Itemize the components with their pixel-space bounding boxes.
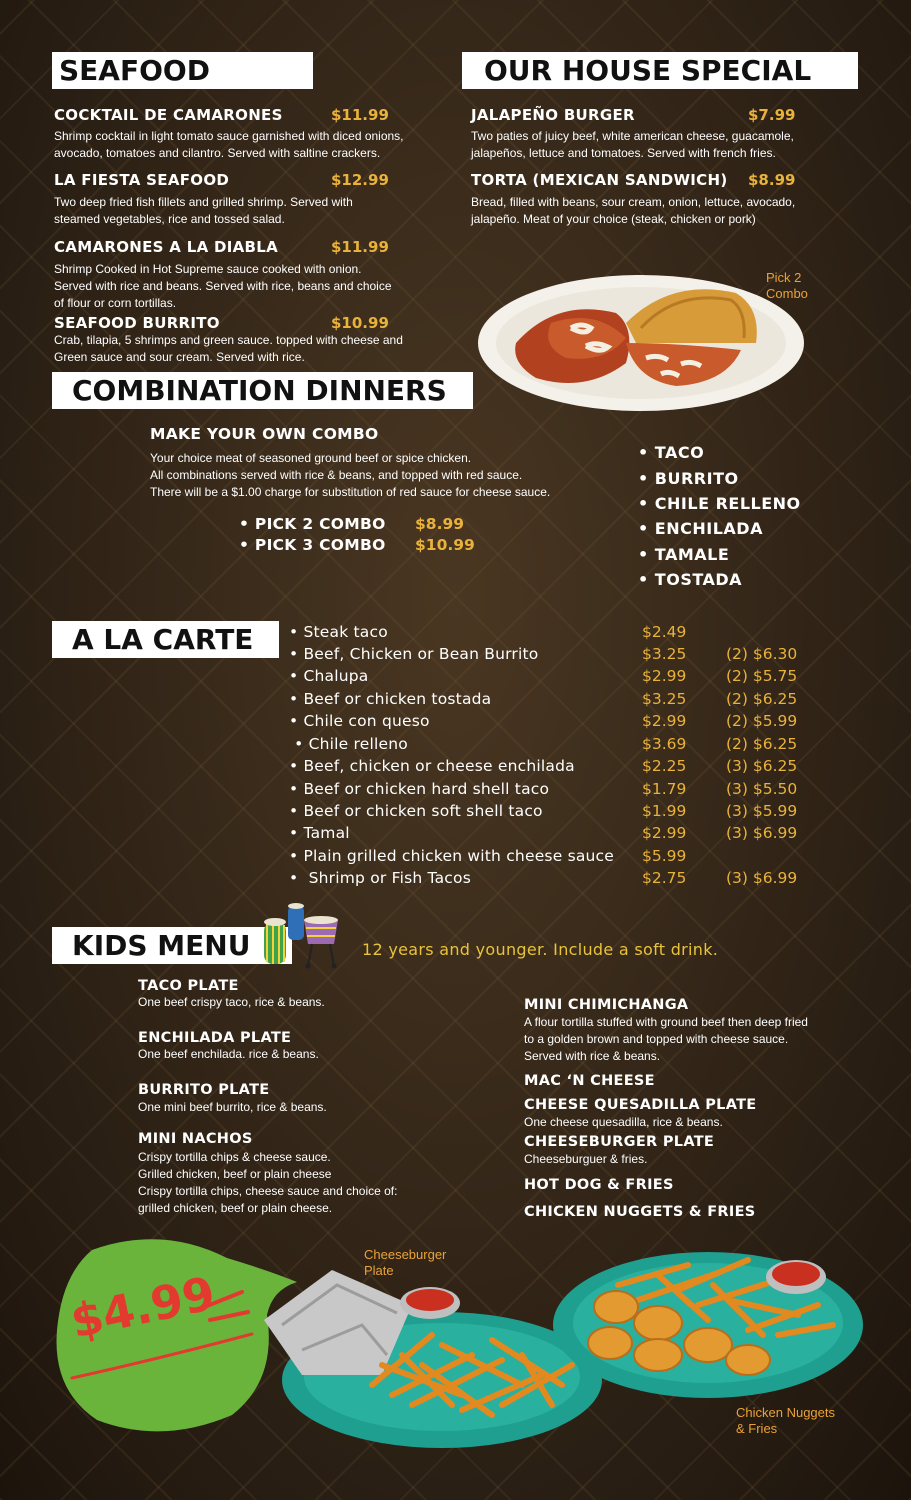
seafood-item-1-name: COCKTAIL DE CAMARONES [54,106,283,124]
a-la-carte-row [0,824,911,846]
combination-dinners-header: COMBINATION DINNERS [52,372,473,409]
kids-menu-header: KIDS MENU [52,927,292,964]
combo-option-tostada: • TOSTADA [638,570,743,589]
combo-subtitle: MAKE YOUR OWN COMBO [150,425,379,443]
combo-option-enchilada: • ENCHILADA [638,519,763,538]
a-la-carte-item-price: $3.69 [642,735,687,753]
a-la-carte-row [0,735,911,757]
house-item-1-name: JALAPEÑO BURGER [471,106,635,124]
a-la-carte-row [0,645,911,667]
a-la-carte-row [0,757,911,779]
a-la-carte-item-price: $1.79 [642,780,687,798]
a-la-carte-item-price: $5.99 [642,847,687,865]
house-item-1-price: $7.99 [748,106,796,124]
a-la-carte-item-name: • Beef or chicken hard shell taco [289,780,550,798]
seafood-item-3-name: CAMARONES A LA DIABLA [54,238,279,256]
kids-cheeseburger-plate-name: CHEESEBURGER PLATE [524,1134,715,1150]
a-la-carte-row [0,690,911,712]
house-item-2-name: TORTA (MEXICAN SANDWICH) [471,171,728,189]
house-item-1-desc: Two paties of juicy beef, white american cheese, guacamole, jalapeños, lettuce and tomatoes. Served with french fries. [471,129,794,160]
a-la-carte-item-multi-price: (2) $6.25 [726,735,798,753]
seafood-item-2-name: LA FIESTA SEAFOOD [54,171,230,189]
kids-note: 12 years and younger. Include a soft drink. [362,940,719,959]
a-la-carte-item-multi-price: (3) $5.50 [726,780,798,798]
combo-option-chile-relleno: • CHILE RELLENO [638,494,801,513]
kids-mini-chimichanga-name: MINI CHIMICHANGA [524,997,689,1013]
combo-option-tamale: • TAMALE [638,545,730,564]
combo-photo-caption: Pick 2 Combo [766,270,808,301]
kids-mac-n-cheese-name: MAC ‘N CHEESE [524,1073,655,1089]
drums-icon [258,900,343,970]
a-la-carte-item-price: $2.99 [642,712,687,730]
seafood-item-4-price: $10.99 [331,314,389,332]
a-la-carte-row [0,869,911,891]
a-la-carte-item-name: • Steak taco [289,623,388,641]
kids-chicken-nuggets-name: CHICKEN NUGGETS & FRIES [524,1204,756,1220]
seafood-item-4-name: SEAFOOD BURRITO [54,314,220,332]
house-item-2-price: $8.99 [748,171,796,189]
a-la-carte-item-multi-price: (2) $6.30 [726,645,798,663]
a-la-carte-item-name: • Beef or chicken tostada [289,690,492,708]
kids-cheeseburger-plate-desc: Cheeseburguer & fries. [524,1152,648,1166]
kids-burrito-plate-name: BURRITO PLATE [138,1082,270,1098]
combo-option-taco: • TACO [638,443,705,462]
a-la-carte-item-price: $2.49 [642,623,687,641]
seafood-item-1-desc: Shrimp cocktail in light tomato sauce garnished with diced onions, avocado, tomatoes and cilantro. Served with saltine crackers. [54,129,404,160]
a-la-carte-item-price: $3.25 [642,690,687,708]
a-la-carte-row [0,623,911,645]
chicken-nuggets-photo-caption: Chicken Nuggets & Fries [736,1405,835,1436]
a-la-carte-item-multi-price: (2) $5.75 [726,667,798,685]
pick-2-combo-label: • PICK 2 COMBO [239,515,386,533]
a-la-carte-row [0,667,911,689]
kids-mini-chimichanga-desc: A flour tortilla stuffed with ground beef then deep fried to a golden brown and topped with cheese sauce. Served with rice & beans. [524,1015,808,1063]
a-la-carte-row [0,712,911,734]
kids-burrito-plate-desc: One mini beef burrito, rice & beans. [138,1100,327,1114]
a-la-carte-item-multi-price: (3) $6.99 [726,869,798,887]
a-la-carte-item-price: $2.99 [642,824,687,842]
a-la-carte-item-name: • Chile relleno [289,735,408,753]
combo-description: Your choice meat of seasoned ground beef or spice chicken. All combinations served with rice & beans, and topped with red sauce. There will be a $1.00 charge for substitution of red sauce for cheese sauce. [150,451,551,499]
a-la-carte-item-name: • Beef, chicken or cheese enchilada [289,757,575,775]
pick-3-combo-price: $10.99 [415,536,475,554]
seafood-item-4-desc: Crab, tilapia, 5 shrimps and green sauce. topped with cheese and Green sauce and sour cream. Served with rice. [54,333,403,364]
seafood-header: SEAFOOD [52,52,313,89]
kids-taco-plate-desc: One beef crispy taco, rice & beans. [138,995,325,1009]
kids-cheese-quesadilla-desc: One cheese quesadilla, rice & beans. [524,1115,723,1129]
a-la-carte-item-name: • Chalupa [289,667,369,685]
seafood-item-2-desc: Two deep fried fish fillets and grilled shrimp. Served with steamed vegetables, rice and tossed salad. [54,195,353,226]
kids-cheese-quesadilla-name: CHEESE QUESADILLA PLATE [524,1097,757,1113]
seafood-item-1-price: $11.99 [331,106,389,124]
cheeseburger-photo-caption: Cheeseburger Plate [364,1247,447,1278]
a-la-carte-item-name: • Plain grilled chicken with cheese sauce [289,847,615,865]
kids-taco-plate-name: TACO PLATE [138,978,239,994]
seafood-item-2-price: $12.99 [331,171,389,189]
a-la-carte-item-price: $1.99 [642,802,687,820]
combo-option-burrito: • BURRITO [638,469,739,488]
kids-enchilada-plate-name: ENCHILADA PLATE [138,1030,292,1046]
a-la-carte-item-multi-price: (3) $5.99 [726,802,798,820]
a-la-carte-item-multi-price: (3) $6.25 [726,757,798,775]
a-la-carte-item-multi-price: (2) $6.25 [726,690,798,708]
a-la-carte-item-multi-price: (3) $6.99 [726,824,798,842]
a-la-carte-item-price: $3.25 [642,645,687,663]
pick-2-combo-price: $8.99 [415,515,465,533]
a-la-carte-item-multi-price: (2) $5.99 [726,712,798,730]
kids-hot-dog-name: HOT DOG & FRIES [524,1177,674,1193]
a-la-carte-row [0,847,911,869]
a-la-carte-item-price: $2.75 [642,869,687,887]
a-la-carte-header: A LA CARTE [52,621,279,658]
price-badge-text: $4.99 [66,1265,220,1349]
combo-plate-photo [476,268,806,413]
a-la-carte-item-name: • Beef or chicken soft shell taco [289,802,543,820]
a-la-carte-row [0,802,911,824]
a-la-carte-item-name: • Tamal [289,824,350,842]
seafood-item-3-desc: Shrimp Cooked in Hot Supreme sauce cooked with onion. Served with rice and beans. Served with rice, beans and choice of flour or corn tortillas. [54,262,392,310]
house-special-header: OUR HOUSE SPECIAL [462,52,858,89]
seafood-item-3-price: $11.99 [331,238,389,256]
a-la-carte-item-name: • Shrimp or Fish Tacos [289,869,471,887]
pick-3-combo-label: • PICK 3 COMBO [239,536,386,554]
kids-mini-nachos-name: MINI NACHOS [138,1131,253,1147]
house-item-2-desc: Bread, filled with beans, sour cream, onion, lettuce, avocado, jalapeño. Meat of your choice (steak, chicken or pork) [471,195,796,226]
kids-enchilada-plate-desc: One beef enchilada. rice & beans. [138,1047,319,1061]
a-la-carte-item-price: $2.25 [642,757,687,775]
a-la-carte-item-name: • Chile con queso [289,712,430,730]
a-la-carte-item-price: $2.99 [642,667,687,685]
kids-mini-nachos-desc: Crispy tortilla chips & cheese sauce. Grilled chicken, beef or plain cheese Crispy tortilla chips, cheese sauce and choice of: grilled chicken, beef or plain cheese. [138,1150,398,1215]
a-la-carte-item-name: • Beef, Chicken or Bean Burrito [289,645,539,663]
a-la-carte-row [0,780,911,802]
chicken-nuggets-plate-photo [548,1245,868,1405]
